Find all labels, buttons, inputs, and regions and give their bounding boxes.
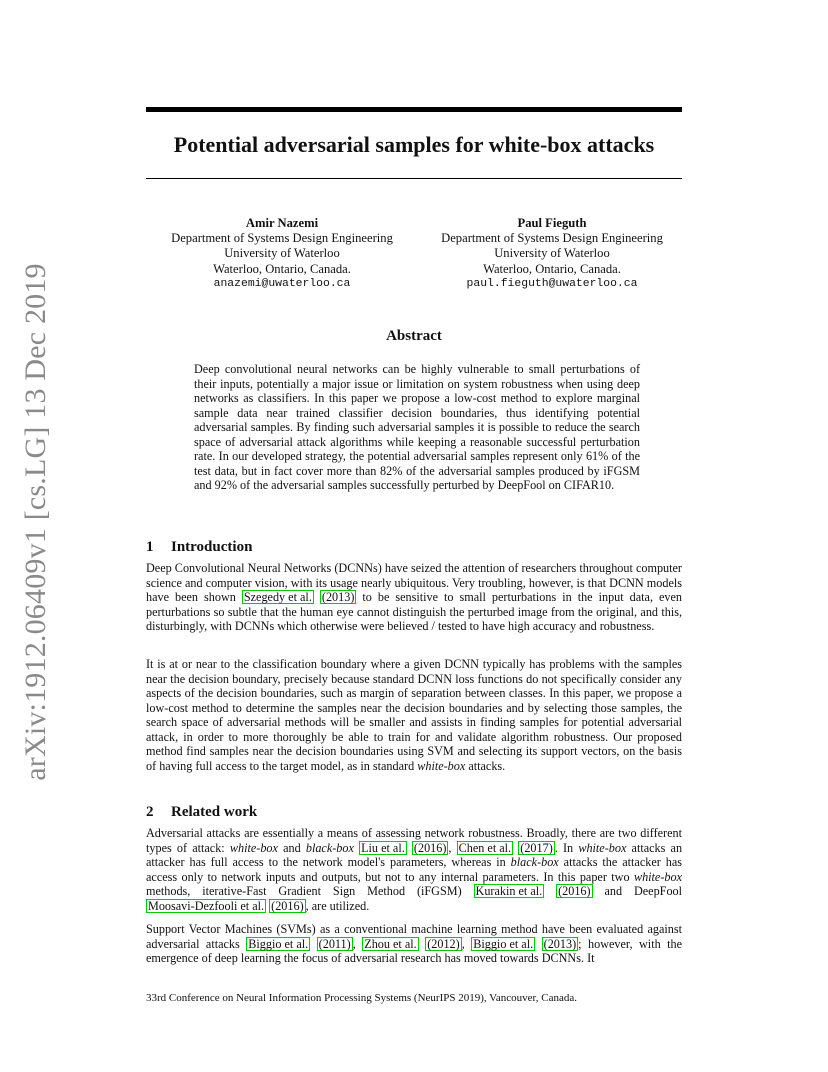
- related-work-paragraph-1: Adversarial attacks are essentially a means of assessing network robustness. Broadly, there are two different types of attack: white-box and black-box Liu et al. (2016) , Chen et al. (2017) . In white-box attacks an attacker has full access to the network model's parameters, whereas in black-box attacks the attacker has access only to network inputs and outputs, but not to any internal parameters. In this paper two white-box methods, iterative-Fast Gradient Sign Method (iFGSM) Kurakin et al. (2016) and DeepFool Moosavi-Dezfooli et al. (2016) , are utilized.: [146, 826, 683, 913]
- author-1-location: Waterloo, Ontario, Canada.: [213, 261, 351, 276]
- section-title: Introduction: [171, 539, 253, 555]
- title-bottom-rule: [146, 178, 682, 179]
- section-heading-related-work: [146, 803, 257, 821]
- citation-biggio-2011-year[interactable]: (2011): [318, 936, 351, 951]
- related-work-paragraph-2: Support Vector Machines (SVMs) as a conventional machine learning method have been evaluated against adversarial attacks Biggio et al. (2011) , Zhou et al. (2012) , Biggio et al. (2013) ; however, with the emergence of deep learning the focus of adversarial research has moved towards DCNNs. It: [146, 922, 683, 965]
- arxiv-identifier-text: arXiv:1912.06409v1 [cs.LG] 13 Dec 2019: [19, 263, 52, 781]
- section-title: Related work: [171, 804, 258, 820]
- author-2-location: Waterloo, Ontario, Canada.: [483, 261, 621, 276]
- author-2-email[interactable]: paul.fieguth@uwaterloo.ca: [466, 277, 638, 290]
- citation-moosavi-year[interactable]: (2016): [271, 898, 304, 913]
- citation-liu-year[interactable]: (2016): [413, 840, 447, 855]
- citation-biggio-2013-year[interactable]: (2013): [543, 936, 577, 951]
- author-1-name: Amir Nazemi: [245, 216, 319, 230]
- section-number: 2: [146, 804, 154, 820]
- citation-chen-year[interactable]: (2017): [520, 840, 553, 855]
- citation-liu-author[interactable]: Liu et al.: [361, 840, 405, 855]
- author-2: [422, 216, 682, 292]
- citation-szegedy-author[interactable]: Szegedy et al.: [243, 590, 312, 604]
- citation-zhou-year[interactable]: (2012): [427, 936, 460, 951]
- title-top-rule: [146, 107, 682, 112]
- citation-kurakin-year[interactable]: (2016): [558, 884, 591, 898]
- citation-zhou-author[interactable]: Zhou et al.: [364, 936, 417, 951]
- section-number: 1: [146, 539, 154, 555]
- author-2-department: Department of Systems Design Engineering: [441, 231, 663, 246]
- author-1-email[interactable]: anazemi@uwaterloo.ca: [213, 277, 351, 290]
- conference-footer: 33rd Conference on Neural Information Processing Systems (NeurIPS 2019), Vancouver, Canada.: [146, 992, 578, 1004]
- author-1-university: University of Waterloo: [224, 246, 340, 261]
- citation-biggio-2011-author[interactable]: Biggio et al.: [248, 936, 309, 951]
- intro-paragraph-1: Deep Convolutional Neural Networks (DCNNs) have seized the attention of researchers throughout computer science and computer vision, with its usage nearly ubiquitous. Very troubling, however, is that DCNN models have been shown Szegedy et al. (2013) to be sensitive to small perturbations in the input data, even perturbations so subtle that the human eye cannot distinguish the perturbed image from the original, and this, disturbingly, with DCNNs which otherwise were believed / tested to have high accuracy and robustness.: [146, 561, 682, 633]
- author-1-department: Department of Systems Design Engineering: [171, 231, 393, 246]
- author-1: [146, 216, 418, 292]
- abstract-text: Deep convolutional neural networks can be highly vulnerable to small perturbations of their inputs, potentially a major issue or limitation on system robustness when using deep networks as classifiers. In this paper we propose a low-cost method to explore marginal sample data near trained classifier decision boundaries, thus identifying potential adversarial samples. By finding such adversarial samples it is possible to reduce the search space of adversarial attack algorithms while keeping a reasonable successful perturbation rate. In our developed strategy, the potential adversarial samples represent only 61% of the test data, but in fact cover more than 82% of the adversarial samples produced by iFGSM and 92% of the adversarial samples successfully perturbed by DeepFool on CIFAR10.: [194, 362, 640, 493]
- citation-moosavi-author[interactable]: Moosavi-Dezfooli et al.: [148, 898, 265, 913]
- citation-kurakin-author[interactable]: Kurakin et al.: [475, 884, 543, 898]
- author-block: [146, 216, 682, 296]
- arxiv-identifier-stamp: [14, 263, 58, 781]
- citation-szegedy-year[interactable]: (2013): [321, 590, 355, 604]
- intro-paragraph-2: It is at or near to the classification boundary where a given DCNN typically has problems with the samples near the decision boundary, precisely because standard DCNN loss functions do not specifically consider any aspects of the decision boundaries, such as margin of separation between classes. In this paper, we propose a low-cost method to determine the samples near the decision boundaries and by selecting those samples, the search space of adversarial methods will be smaller and assists in finding samples for potential adversarial attack, in order to more thoroughly be able to train for and validate algorithm robustness. Our proposed method find samples near the decision boundaries using SVM and selecting its support vectors, on the basis of having full access to the target model, as in standard white-box attacks.: [146, 657, 682, 773]
- section-heading-introduction: [146, 538, 252, 556]
- abstract-heading: Abstract: [386, 328, 442, 344]
- author-2-name: Paul Fieguth: [517, 216, 587, 230]
- paper-title: Potential adversarial samples for white-box attacks: [173, 132, 655, 157]
- author-2-university: University of Waterloo: [494, 246, 610, 261]
- citation-chen-author[interactable]: Chen et al.: [458, 840, 512, 855]
- citation-biggio-2013-author[interactable]: Biggio et al.: [473, 936, 534, 951]
